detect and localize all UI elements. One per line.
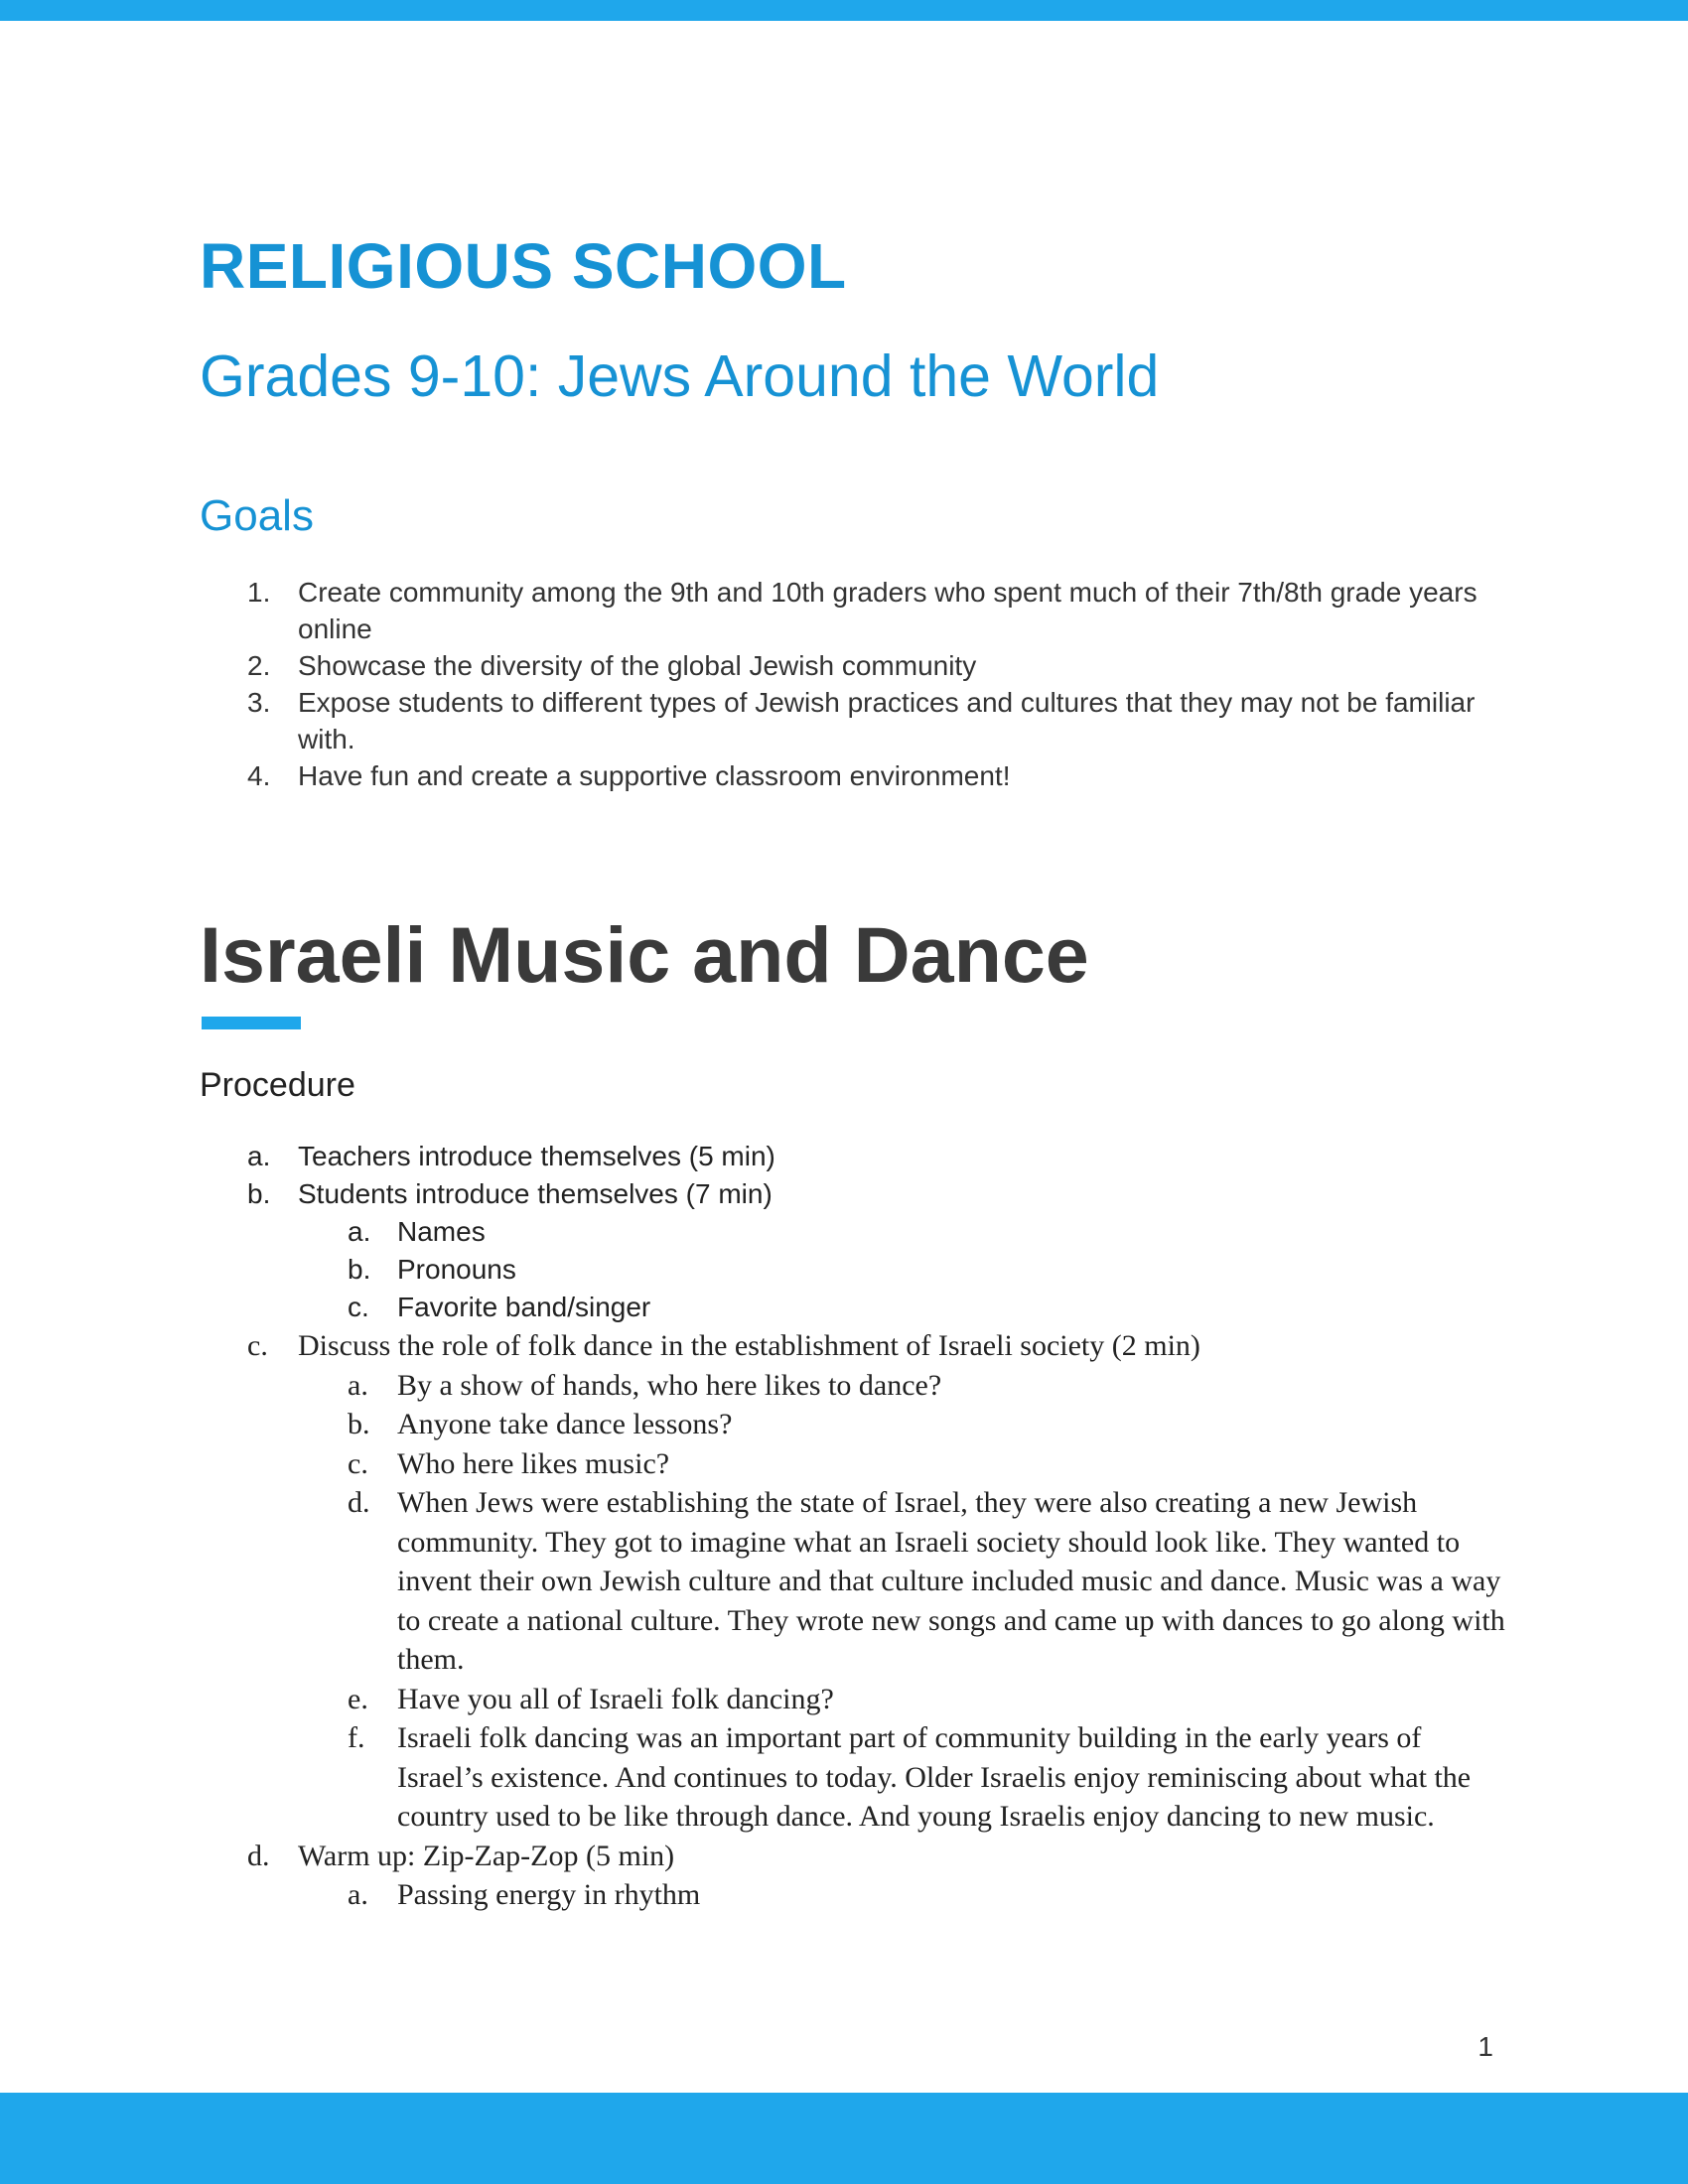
goal-number: 4. xyxy=(247,760,271,791)
substep-text: Passing energy in rhythm xyxy=(397,1878,701,1911)
goal-item xyxy=(200,647,1510,684)
procedure-substep xyxy=(200,1483,1510,1680)
substep-marker: c. xyxy=(348,1446,368,1480)
step-text: Teachers introduce themselves (5 min) xyxy=(298,1141,775,1171)
substep-marker: a. xyxy=(348,1878,368,1911)
substep-text: Anyone take dance lessons? xyxy=(397,1408,733,1440)
top-accent-bar xyxy=(0,0,1688,21)
substep-marker: c. xyxy=(348,1292,369,1322)
step-marker: c. xyxy=(247,1329,268,1362)
goal-number: 2. xyxy=(247,650,271,681)
substep-text: Pronouns xyxy=(397,1254,516,1285)
goal-number: 1. xyxy=(247,577,271,608)
procedure-substep xyxy=(200,1680,1510,1719)
substep-text: Who here likes music? xyxy=(397,1446,670,1480)
substep-marker: b. xyxy=(348,1408,370,1440)
school-heading: RELIGIOUS SCHOOL xyxy=(200,230,847,302)
substep-text: By a show of hands, who here likes to dance? xyxy=(397,1368,942,1402)
substep-text: Names xyxy=(397,1216,486,1247)
procedure-list xyxy=(200,1138,1510,1915)
procedure-substep xyxy=(200,1718,1510,1837)
title-underline xyxy=(202,1017,301,1029)
procedure-substep xyxy=(200,1289,1510,1326)
substep-text: Israeli folk dancing was an important part of community building in the early years of Israel’s existence. And continues to today. Older Israelis enjoy reminiscing about what the country used to be like through dance. And young Israelis enjoy dancing to new music. xyxy=(397,1721,1472,1833)
step-text: Students introduce themselves (7 min) xyxy=(298,1178,773,1209)
goal-item xyxy=(200,757,1510,794)
step-text: Warm up: Zip-Zap-Zop (5 min) xyxy=(298,1839,675,1872)
procedure-substep xyxy=(200,1444,1510,1484)
procedure-step xyxy=(200,1837,1510,1876)
goal-text: Showcase the diversity of the global Jewish community xyxy=(298,650,977,681)
substep-marker: f. xyxy=(348,1721,365,1754)
goals-heading: Goals xyxy=(200,491,314,540)
step-text: Discuss the role of folk dance in the establishment of Israeli society (2 min) xyxy=(298,1329,1200,1362)
substep-marker: d. xyxy=(348,1486,370,1519)
goal-text: Have fun and create a supportive classroom environment! xyxy=(298,760,1011,791)
substep-text: Have you all of Israeli folk dancing? xyxy=(397,1682,834,1715)
goal-item xyxy=(200,684,1510,757)
step-marker: b. xyxy=(247,1178,271,1209)
goal-text: Create community among the 9th and 10th graders who spent much of their 7th/8th grade years online xyxy=(298,577,1477,644)
goal-number: 3. xyxy=(247,687,271,718)
substep-marker: a. xyxy=(348,1216,371,1247)
substep-text: Favorite band/singer xyxy=(397,1292,651,1322)
substep-marker: b. xyxy=(348,1254,371,1285)
goal-text: Expose students to different types of Jewish practices and cultures that they may not be familiar with. xyxy=(298,687,1476,754)
procedure-substep xyxy=(200,1875,1510,1915)
section-title: Israeli Music and Dance xyxy=(200,910,1089,999)
procedure-substep xyxy=(200,1405,1510,1444)
substep-marker: a. xyxy=(348,1368,368,1402)
goals-list xyxy=(200,574,1510,794)
procedure-substep xyxy=(200,1213,1510,1251)
procedure-step xyxy=(200,1138,1510,1175)
procedure-step xyxy=(200,1175,1510,1213)
step-marker: d. xyxy=(247,1839,270,1872)
bottom-accent-bar xyxy=(0,2093,1688,2184)
substep-text: When Jews were establishing the state of Israel, they were also creating a new Jewish community. They got to imagine what an Israeli society should look like. They wanted to invent their own Jewish culture and that culture included music and dance. Music was a way to create a national culture. They wrote new songs and came up with dances to go along with them. xyxy=(397,1486,1505,1676)
goal-item xyxy=(200,574,1510,647)
page-number: 1 xyxy=(1477,2031,1493,2062)
procedure-step xyxy=(200,1326,1510,1366)
procedure-substep xyxy=(200,1366,1510,1406)
procedure-substep xyxy=(200,1251,1510,1289)
course-subtitle: Grades 9-10: Jews Around the World xyxy=(200,343,1160,409)
step-marker: a. xyxy=(247,1141,271,1171)
procedure-heading: Procedure xyxy=(200,1066,355,1104)
substep-marker: e. xyxy=(348,1682,368,1715)
